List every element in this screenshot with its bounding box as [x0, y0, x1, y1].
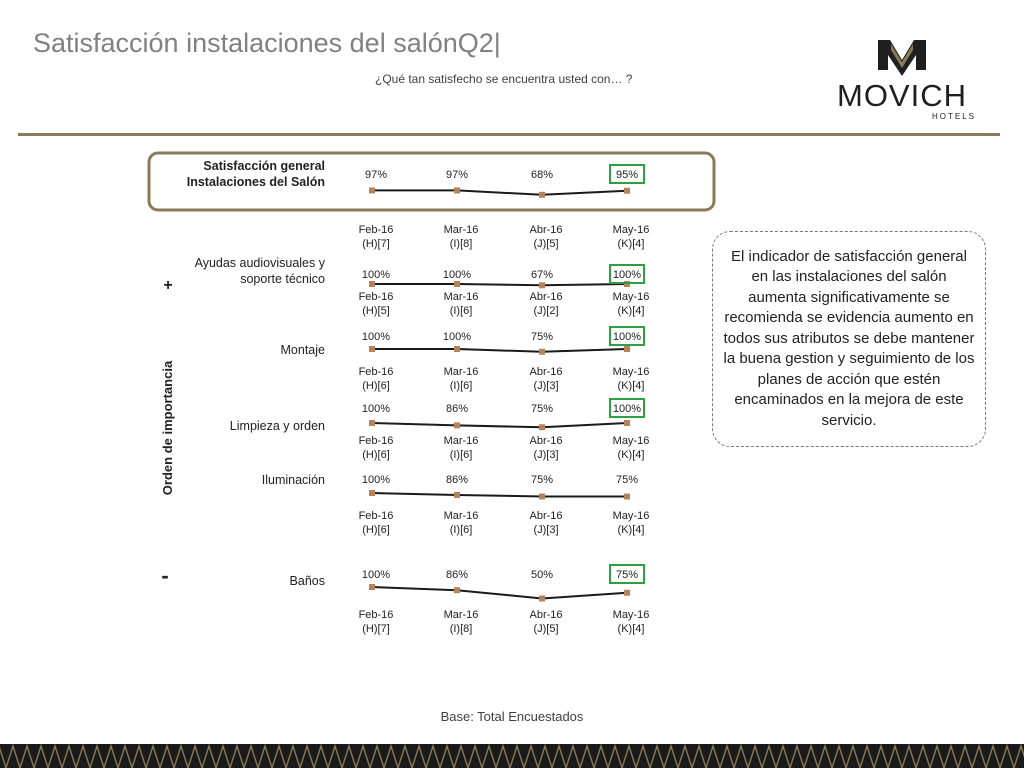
data-label: 100% — [612, 269, 642, 281]
data-label: 67% — [530, 269, 554, 281]
base-label: Base: Total Encuestados — [440, 709, 584, 724]
data-label: 75% — [615, 569, 639, 581]
data-label: 100% — [361, 403, 391, 415]
data-point — [624, 188, 630, 194]
brand-name: MOVICH — [837, 78, 967, 113]
category-label: Feb-16 — [358, 291, 394, 303]
category-label: (H)[7] — [362, 238, 390, 250]
category-label: (H)[6] — [362, 449, 390, 461]
data-label: 75% — [530, 331, 554, 343]
data-label: 100% — [361, 331, 391, 343]
data-point — [454, 492, 460, 498]
category-label: Abr-16 — [529, 510, 563, 522]
category-label: Abr-16 — [529, 291, 563, 303]
importance-plus: + — [163, 277, 173, 294]
category-label: May-16 — [612, 224, 650, 236]
category-label: (H)[6] — [362, 524, 390, 536]
category-label: (H)[7] — [362, 623, 390, 635]
data-label: 97% — [364, 169, 388, 181]
category-label: Mar-16 — [443, 291, 479, 303]
data-label: 100% — [361, 269, 391, 281]
category-label: Mar-16 — [443, 224, 479, 236]
data-label: 100% — [612, 331, 642, 343]
category-label: Mar-16 — [443, 366, 479, 378]
data-label: 100% — [361, 569, 391, 581]
data-label: 75% — [530, 474, 554, 486]
category-label: (J)[3] — [533, 449, 559, 461]
data-point — [624, 346, 630, 352]
series-line — [372, 284, 627, 285]
category-label: Abr-16 — [529, 609, 563, 621]
insight-callout — [712, 231, 986, 447]
category-label: (H)[5] — [362, 305, 390, 317]
row-title: Iluminación — [261, 473, 325, 487]
row-title: soporte técnico — [240, 272, 325, 286]
data-point — [624, 420, 630, 426]
category-label: Feb-16 — [358, 366, 394, 378]
row-title: Satisfacción general — [203, 159, 325, 173]
category-label: (I)[6] — [449, 305, 473, 317]
data-point — [369, 420, 375, 426]
data-point — [369, 281, 375, 287]
series-line — [372, 349, 627, 352]
importance-axis-label: Orden de importancia — [160, 360, 175, 496]
category-label: Mar-16 — [443, 435, 479, 447]
category-label: (J)[3] — [533, 524, 559, 536]
category-label: Abr-16 — [529, 366, 563, 378]
data-point — [454, 587, 460, 593]
slide-subtitle: ¿Qué tan satisfecho se encuentra usted con… ? — [375, 72, 633, 86]
data-label: 100% — [612, 403, 642, 415]
brand-sub: HOTELS — [931, 112, 977, 121]
row-title: Baños — [289, 574, 325, 588]
row-title: Ayudas audiovisuales y — [194, 256, 325, 270]
row-title: Limpieza y orden — [229, 419, 325, 433]
insight-text: El indicador de satisfacción general en las instalaciones del salón aumenta significativamente se recomienda se evidencia aumento en todos sus atributos se debe mantener la buena gestion y seguimiento de los planes de acción que estén encaminados en la mejora de este servicio. — [723, 247, 975, 429]
data-point — [369, 490, 375, 496]
data-label: 75% — [530, 403, 554, 415]
data-label: 95% — [615, 169, 639, 181]
category-label: Abr-16 — [529, 435, 563, 447]
data-label: 86% — [445, 474, 469, 486]
category-label: (J)[3] — [533, 380, 559, 392]
row-title: Montaje — [280, 343, 325, 357]
data-point — [539, 349, 545, 355]
category-label: (I)[8] — [449, 238, 473, 250]
category-label: Abr-16 — [529, 224, 563, 236]
category-label: May-16 — [612, 366, 650, 378]
data-point — [454, 346, 460, 352]
category-label: Mar-16 — [443, 609, 479, 621]
data-point — [539, 192, 545, 198]
data-point — [539, 424, 545, 430]
category-label: Feb-16 — [358, 609, 394, 621]
data-label: 100% — [442, 269, 472, 281]
category-label: (I)[6] — [449, 524, 473, 536]
data-point — [369, 584, 375, 590]
category-label: (J)[2] — [533, 305, 559, 317]
data-label: 50% — [530, 569, 554, 581]
category-label: (I)[6] — [449, 380, 473, 392]
category-label: (J)[5] — [533, 623, 559, 635]
row-title: Instalaciones del Salón — [186, 175, 325, 189]
data-point — [539, 596, 545, 602]
data-point — [369, 187, 375, 193]
data-point — [454, 187, 460, 193]
data-label: 75% — [615, 474, 639, 486]
category-label: (K)[4] — [617, 238, 645, 250]
category-label: (K)[4] — [617, 380, 645, 392]
decorative-footer-band — [0, 744, 1024, 768]
category-label: (I)[6] — [449, 449, 473, 461]
data-point — [624, 590, 630, 596]
data-label: 100% — [361, 474, 391, 486]
category-label: Feb-16 — [358, 510, 394, 522]
category-label: May-16 — [612, 609, 650, 621]
category-label: Feb-16 — [358, 224, 394, 236]
category-label: Feb-16 — [358, 435, 394, 447]
category-label: (K)[4] — [617, 449, 645, 461]
category-label: (K)[4] — [617, 305, 645, 317]
category-label: May-16 — [612, 435, 650, 447]
data-point — [454, 422, 460, 428]
series-line — [372, 587, 627, 599]
category-label: May-16 — [612, 510, 650, 522]
importance-minus: - — [161, 563, 169, 588]
series-line — [372, 493, 627, 497]
data-point — [539, 494, 545, 500]
data-point — [539, 282, 545, 288]
data-label: 68% — [530, 169, 554, 181]
category-label: (H)[6] — [362, 380, 390, 392]
data-label: 100% — [442, 331, 472, 343]
category-label: (I)[8] — [449, 623, 473, 635]
data-label: 86% — [445, 403, 469, 415]
series-line — [372, 190, 627, 194]
data-label: 97% — [445, 169, 469, 181]
series-line — [372, 423, 627, 427]
data-point — [369, 346, 375, 352]
data-label: 86% — [445, 569, 469, 581]
category-label: (K)[4] — [617, 524, 645, 536]
category-label: (J)[5] — [533, 238, 559, 250]
data-point — [624, 494, 630, 500]
slide-title: Satisfacción instalaciones del salónQ2| — [33, 28, 501, 58]
data-point — [454, 281, 460, 287]
category-label: Mar-16 — [443, 510, 479, 522]
category-label: (K)[4] — [617, 623, 645, 635]
category-label: May-16 — [612, 291, 650, 303]
